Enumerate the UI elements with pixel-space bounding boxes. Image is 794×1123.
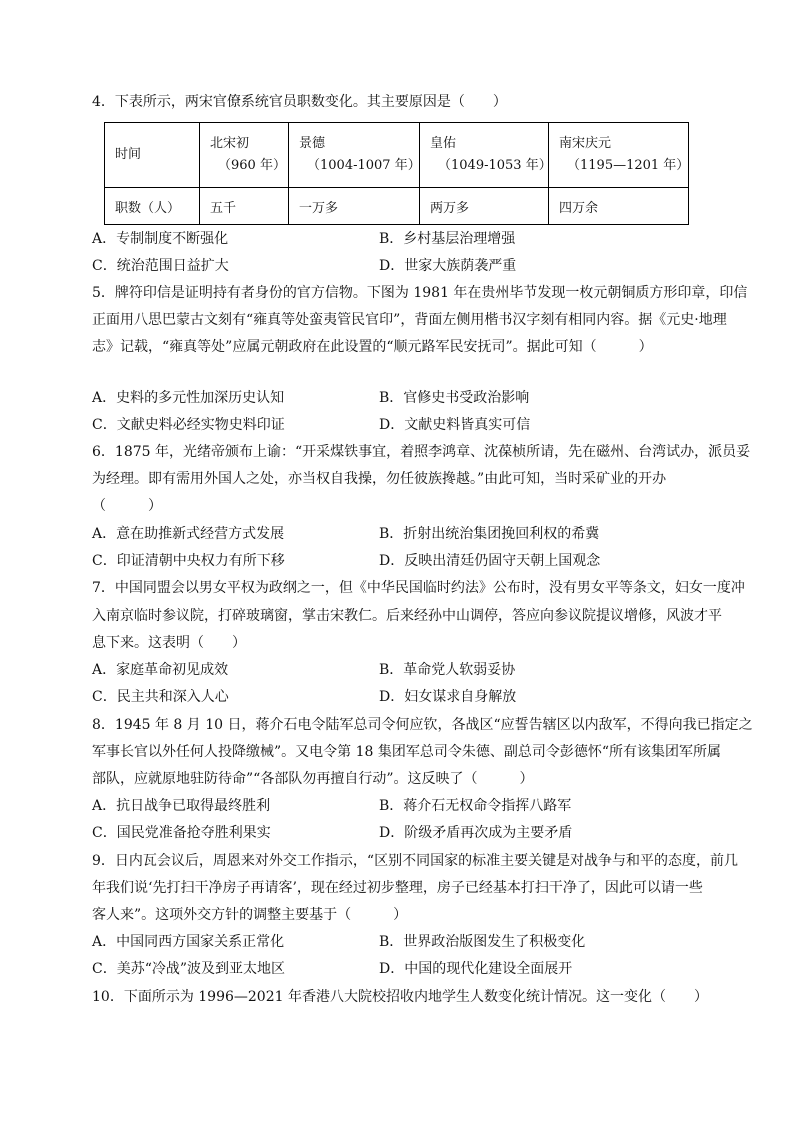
question-5-option-c[interactable]: C．文献史料必经实物史料印证 (92, 417, 285, 433)
question-4-stem: 4．下表所示，两宋官僚系统官员职数变化。其主要原因是（ ） (92, 94, 507, 110)
question-7-stem-line-3: 息下来。这表明（ ） (92, 635, 246, 651)
table-cell: 五千 (200, 188, 289, 225)
question-4-option-c[interactable]: C．统治范围日益扩大 (92, 258, 229, 274)
question-6-stem-line-1: 6．1875 年，光绪帝颁布上谕：“开采煤铁事宜，着照李鸿章、沈葆桢所请，先在磁州、台湾试办，派员妥 (92, 444, 751, 460)
table-cell: 职数（人） (105, 188, 200, 225)
table-cell: 四万余 (549, 188, 689, 225)
question-7-option-c[interactable]: C．民主共和深入人心 (92, 689, 229, 705)
question-4-option-a[interactable]: A．专制制度不断强化 (92, 231, 229, 247)
question-5-stem-line-3: 志》记载，“雍真等处”应属元朝政府在此设置的“顺元路军民安抚司”。据此可知（ ） (92, 339, 653, 355)
question-5-option-d[interactable]: D．文献史料皆真实可信 (379, 417, 531, 433)
table-cell: 北宋初 （960 年） (200, 123, 289, 188)
question-9-stem-line-2: 年我们说‘先打扫干净房子再请客’，现在经过初步整理，房子已经基本打扫干净了，因此可以请一些 (92, 880, 703, 896)
table-cell: 两万多 (420, 188, 549, 225)
question-9-option-d[interactable]: D．中国的现代化建设全面展开 (379, 961, 573, 977)
question-9-stem-line-3: 客人来”。这项外交方针的调整主要基于（ ） (92, 907, 408, 923)
question-8-option-c[interactable]: C．国民党准备抢夺胜利果实 (92, 825, 271, 841)
question-8-option-a[interactable]: A．抗日战争已取得最终胜利 (92, 798, 271, 814)
question-5-option-a[interactable]: A．史料的多元性加深历史认知 (92, 390, 285, 406)
table-cell: 南宋庆元 （1195—1201 年） (549, 123, 689, 188)
question-5-stem-line-1: 5．牌符印信是证明持有者身份的官方信物。下图为 1981 年在贵州毕节发现一枚元朝铜质方形印章，印信 (92, 285, 748, 301)
table-cell: 皇佑 （1049-1053 年） (420, 123, 549, 188)
question-6-option-a[interactable]: A．意在助推新式经营方式发展 (92, 526, 285, 542)
table-cell: 一万多 (289, 188, 420, 225)
question-7-option-d[interactable]: D．妇女谋求自身解放 (379, 689, 517, 705)
table-cell: 时间 (105, 123, 200, 188)
table-row (105, 123, 689, 188)
question-7-option-a[interactable]: A．家庭革命初见成效 (92, 662, 229, 678)
table-cell: 景德 （1004-1007 年） (289, 123, 420, 188)
question-8-option-d[interactable]: D．阶级矛盾再次成为主要矛盾 (379, 825, 573, 841)
question-7-stem-line-1: 7．中国同盟会以男女平权为政纲之一，但《中华民国临时约法》公布时，没有男女平等条文，妇女一度冲 (92, 580, 745, 596)
question-4-table (104, 122, 689, 225)
question-6-option-b[interactable]: B．折射出统治集团挽回利权的希冀 (379, 526, 600, 542)
question-7-option-b[interactable]: B．革命党人软弱妥协 (379, 662, 516, 678)
question-6-option-d[interactable]: D．反映出清廷仍固守天朝上国观念 (379, 553, 601, 569)
question-6-stem-line-2: 为经理。即有需用外国人之处，亦当权自我操，勿任彼族搀越。”由此可知，当时采矿业的开办 (92, 471, 667, 487)
question-8-stem-line-3: 部队，应就原地驻防待命”“各部队勿再擅自行动”。这反映了（ ） (92, 771, 534, 787)
question-8-option-b[interactable]: B．蒋介石无权命令指挥八路军 (379, 798, 572, 814)
question-7-stem-line-2: 入南京临时参议院，打碎玻璃窗，掌击宋教仁。后来经孙中山调停，答应向参议院提议增修，风波才平 (92, 608, 722, 624)
question-8-stem-line-1: 8．1945 年 8 月 10 日，蒋介石电令陆军总司令何应钦，各战区“应誓告辖区以内敌军，不得向我已指定之 (92, 717, 753, 733)
question-6-stem-line-3: （ ） (92, 498, 162, 514)
question-8-stem-line-2: 军事长官以外任何人投降缴械”。又电令第 18 集团军总司令朱德、副总司令彭德怀“所有该集团军所属 (92, 744, 722, 760)
question-5-stem-line-2: 正面用八思巴蒙古文刻有“雍真等处蛮夷管民官印”，背面左侧用楷书汉字刻有相同内容。据《元史·地理 (92, 312, 727, 328)
question-9-option-b[interactable]: B．世界政治版图发生了积极变化 (379, 934, 586, 950)
table-row (105, 188, 689, 225)
question-4-option-b[interactable]: B．乡村基层治理增强 (379, 231, 516, 247)
question-9-option-c[interactable]: C．美苏“冷战”波及到亚太地区 (92, 961, 286, 977)
question-6-option-c[interactable]: C．印证清朝中央权力有所下移 (92, 553, 285, 569)
question-9-stem-line-1: 9．日内瓦会议后，周恩来对外交工作指示，“区别不同国家的标准主要关键是对战争与和平的态度，前几 (92, 853, 739, 869)
question-4-option-d[interactable]: D．世家大族荫袭严重 (379, 258, 517, 274)
question-5-option-b[interactable]: B．官修史书受政治影响 (379, 390, 530, 406)
question-9-option-a[interactable]: A．中国同西方国家关系正常化 (92, 934, 285, 950)
question-10-stem: 10．下面所示为 1996—2021 年香港八大院校招收内地学生人数变化统计情况。这一变化（ ） (92, 989, 708, 1005)
